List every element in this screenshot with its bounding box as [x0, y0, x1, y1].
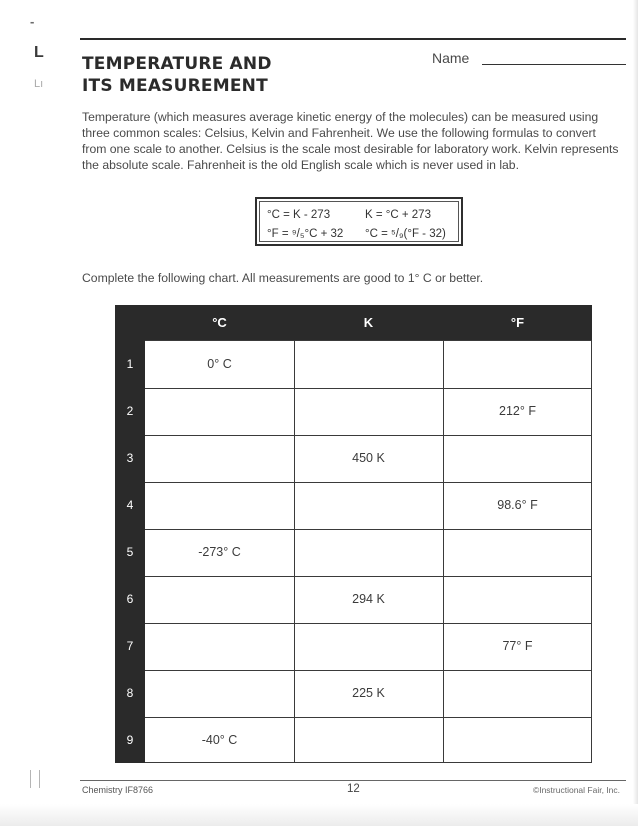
table-cell-celsius[interactable] — [145, 482, 294, 529]
formula-k-from-c: K = °C + 273 — [365, 209, 431, 221]
edge-letter-mark: L — [34, 44, 44, 61]
footer-copyright: ©Instructional Fair, Inc. — [532, 785, 620, 795]
table-cell-fahrenheit[interactable] — [443, 670, 592, 717]
page-title — [82, 53, 332, 97]
row-number: 6 — [126, 592, 134, 606]
intro-paragraph — [82, 109, 622, 173]
row-number: 2 — [126, 404, 134, 418]
top-rule — [80, 38, 626, 40]
title-line-1: TEMPERATURE AND — [82, 54, 272, 74]
table-cell-kelvin[interactable] — [294, 482, 443, 529]
footer-book-code: Chemistry IF8766 — [82, 785, 154, 795]
table-cell-kelvin[interactable] — [294, 341, 443, 388]
table-cell-fahrenheit[interactable] — [443, 717, 592, 764]
table-cell-kelvin[interactable]: 294 K — [352, 592, 385, 606]
table-cell-celsius[interactable]: -40° C — [201, 733, 238, 747]
table-cell-kelvin[interactable]: 225 K — [352, 686, 385, 700]
row-number: 5 — [126, 545, 134, 559]
row-number: 7 — [126, 639, 134, 653]
edge-binding-mark — [30, 770, 40, 788]
table-cell-fahrenheit[interactable] — [443, 529, 592, 576]
table-header — [115, 305, 592, 340]
table-cell-fahrenheit[interactable] — [443, 576, 592, 623]
table-cell-fahrenheit[interactable] — [443, 341, 592, 388]
formula-box — [255, 197, 463, 246]
name-label: Name — [432, 50, 470, 66]
row-number: 1 — [126, 357, 134, 371]
formula-f-from-c: °F = ⁹/₅°C + 32 — [267, 228, 344, 240]
chart-instruction: Complete the following chart. All measurements are good to 1° C or better. — [82, 271, 484, 285]
table-cell-kelvin[interactable] — [294, 623, 443, 670]
row-number: 8 — [126, 686, 134, 700]
table-cell-celsius[interactable] — [145, 576, 294, 623]
header-kelvin: K — [363, 315, 374, 330]
intro-text: Temperature (which measures average kinetic energy of the molecules) can be measured using three common scales: Celsius, Kelvin and Fahrenheit. We use the following formulas to convert from one scale to another. Celsius is the scale most desirable for laboratory work. Kelvin represents the absolute scale. Fahrenheit is the old English scale which is never used in lab. — [82, 110, 619, 172]
table-cell-fahrenheit[interactable]: 77° F — [502, 639, 533, 653]
table-cell-fahrenheit[interactable]: 98.6° F — [497, 498, 538, 512]
table-cell-celsius[interactable] — [145, 388, 294, 435]
row-number: 4 — [126, 498, 134, 512]
page-edge-shadow — [633, 0, 638, 826]
formula-c-from-f: °C = ⁵/₉(°F - 32) — [365, 228, 446, 240]
table-grid — [145, 340, 592, 763]
table-cell-kelvin[interactable] — [294, 529, 443, 576]
table-cell-celsius[interactable] — [145, 623, 294, 670]
header-celsius: °C — [212, 315, 227, 330]
table-cell-celsius[interactable]: -273° C — [198, 545, 241, 559]
title-line-2: ITS MEASUREMENT — [82, 76, 268, 96]
name-field-line[interactable] — [482, 64, 626, 65]
table-cell-celsius[interactable]: 0° C — [207, 357, 232, 371]
table-cell-kelvin[interactable] — [294, 717, 443, 764]
table-cell-fahrenheit[interactable] — [443, 435, 592, 482]
bottom-rule — [80, 780, 626, 781]
page-number: 12 — [347, 783, 360, 795]
table-cell-kelvin[interactable] — [294, 388, 443, 435]
page-bottom-shadow — [0, 804, 638, 826]
row-number: 9 — [126, 733, 134, 747]
conversion-table — [115, 305, 592, 763]
table-cell-fahrenheit[interactable]: 212° F — [499, 404, 536, 418]
edge-dash-mark: - — [30, 14, 35, 29]
formula-c-from-k: °C = K - 273 — [267, 209, 331, 221]
formula-box-inner-border — [259, 201, 459, 242]
table-cell-celsius[interactable] — [145, 670, 294, 717]
row-number-column — [115, 340, 145, 763]
header-fahrenheit: °F — [510, 315, 525, 330]
table-cell-celsius[interactable] — [145, 435, 294, 482]
table-cell-kelvin[interactable]: 450 K — [352, 451, 385, 465]
edge-faded-letter-mark: Lı — [34, 78, 44, 90]
row-number: 3 — [126, 451, 134, 465]
